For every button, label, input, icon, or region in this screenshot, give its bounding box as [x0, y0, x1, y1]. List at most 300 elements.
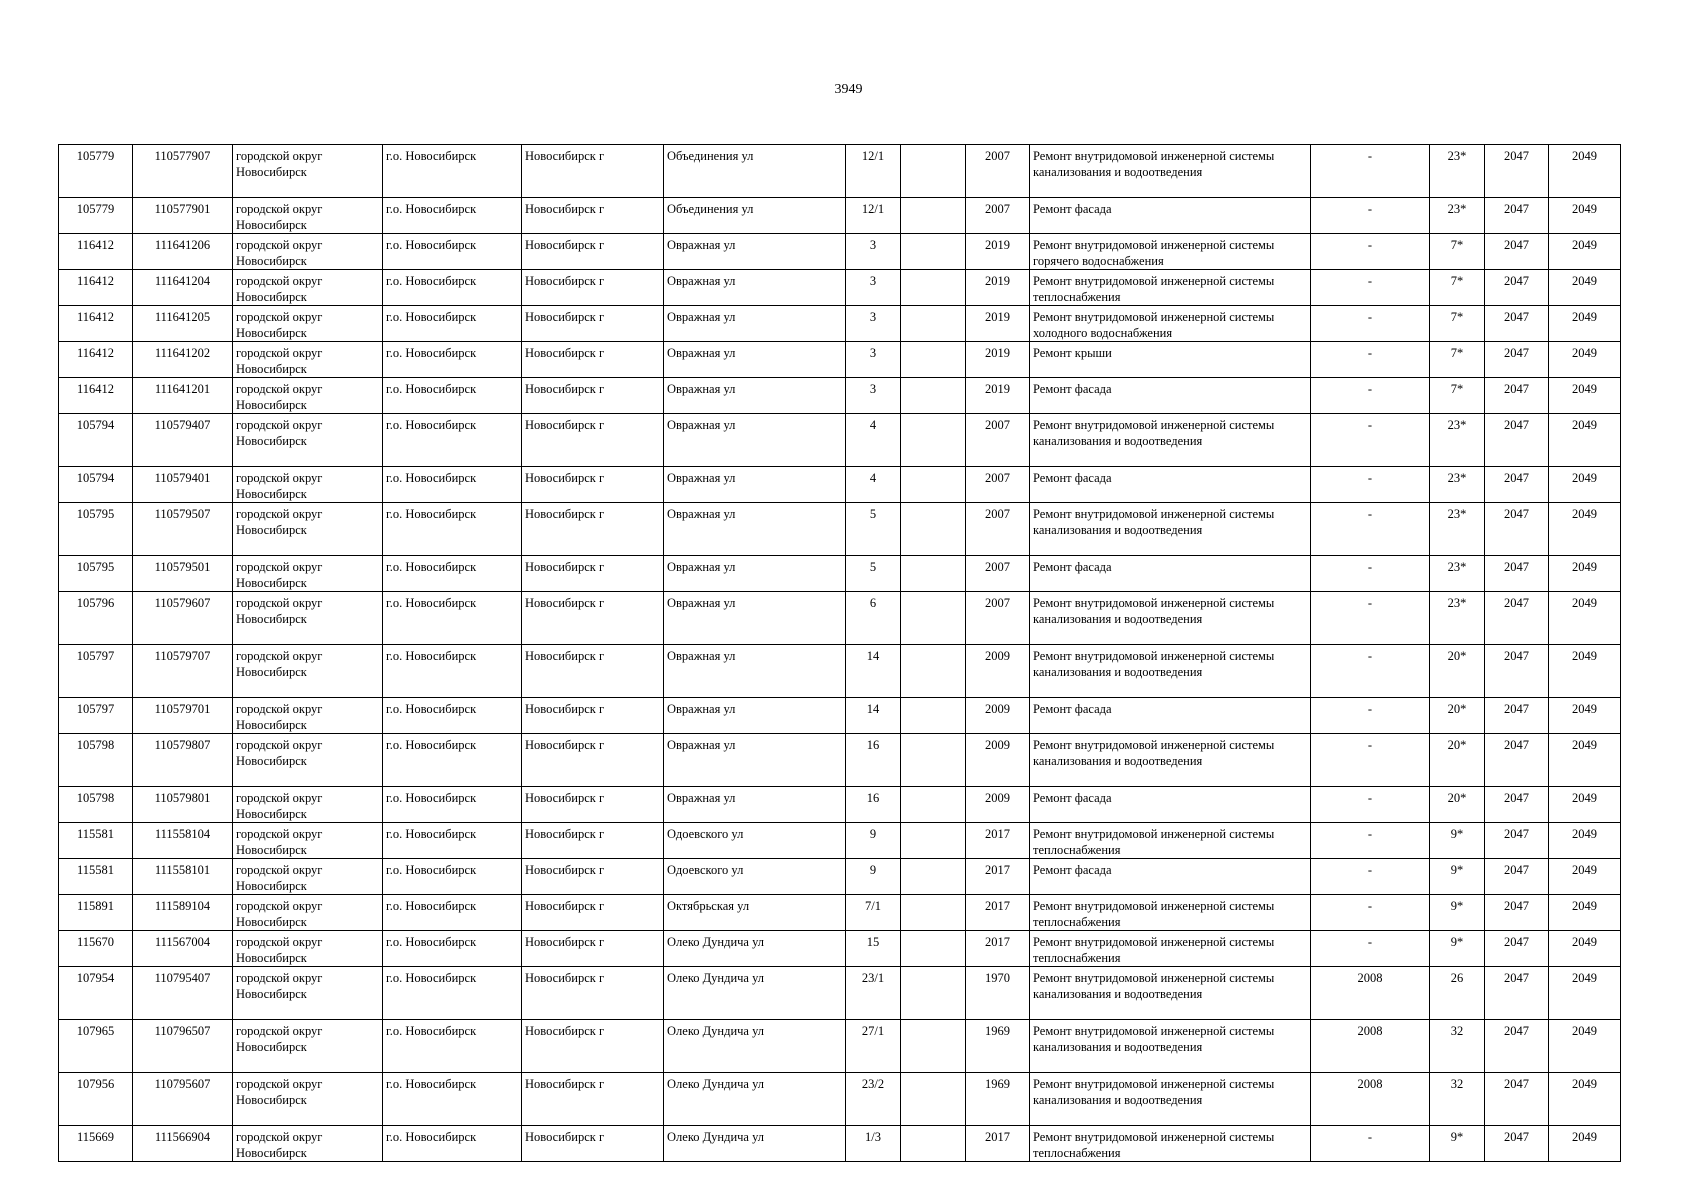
cell-plan-end: 2049	[1549, 1073, 1621, 1126]
cell-house-id: 105796	[59, 592, 133, 645]
cell-work-type: Ремонт внутридомовой инженерной системы теплоснабжения	[1030, 270, 1311, 306]
cell-city: Новосибирск г	[522, 198, 664, 234]
cell-service-period: 20*	[1430, 645, 1485, 698]
cell-plan-start: 2047	[1485, 467, 1549, 503]
cell-plan-end: 2049	[1549, 734, 1621, 787]
cell-house-id: 105794	[59, 467, 133, 503]
cell-last-repair-year: -	[1311, 823, 1430, 859]
cell-house-id: 105795	[59, 503, 133, 556]
cell-plan-end: 2049	[1549, 378, 1621, 414]
cell-street: Одоевского ул	[664, 823, 846, 859]
cell-street: Овражная ул	[664, 734, 846, 787]
cell-street: Овражная ул	[664, 234, 846, 270]
cell-last-repair-year: 2008	[1311, 1020, 1430, 1073]
cell-street: Овражная ул	[664, 378, 846, 414]
cell-plan-end: 2049	[1549, 895, 1621, 931]
cell-city: Новосибирск г	[522, 645, 664, 698]
cell-last-repair-year: -	[1311, 342, 1430, 378]
cell-city: Новосибирск г	[522, 592, 664, 645]
cell-service-period: 23*	[1430, 503, 1485, 556]
cell-building	[901, 342, 966, 378]
table-row	[59, 378, 1621, 414]
cell-district: городской округ Новосибирск	[233, 931, 383, 967]
cell-house-number: 14	[846, 645, 901, 698]
cell-municipality: г.о. Новосибирск	[383, 342, 522, 378]
cell-work-code: 110577907	[133, 145, 233, 198]
cell-service-period: 23*	[1430, 592, 1485, 645]
cell-work-type: Ремонт фасада	[1030, 859, 1311, 895]
cell-building	[901, 967, 966, 1020]
cell-work-code: 111558101	[133, 859, 233, 895]
cell-city: Новосибирск г	[522, 306, 664, 342]
cell-year-built: 2017	[966, 823, 1030, 859]
cell-plan-end: 2049	[1549, 698, 1621, 734]
table-row	[59, 145, 1621, 198]
cell-city: Новосибирск г	[522, 1126, 664, 1162]
cell-city: Новосибирск г	[522, 378, 664, 414]
table-row	[59, 342, 1621, 378]
cell-street: Овражная ул	[664, 556, 846, 592]
cell-service-period: 32	[1430, 1020, 1485, 1073]
cell-year-built: 2019	[966, 270, 1030, 306]
cell-street: Овражная ул	[664, 270, 846, 306]
cell-building	[901, 823, 966, 859]
cell-last-repair-year: -	[1311, 1126, 1430, 1162]
cell-service-period: 23*	[1430, 198, 1485, 234]
cell-year-built: 2007	[966, 198, 1030, 234]
cell-city: Новосибирск г	[522, 823, 664, 859]
cell-municipality: г.о. Новосибирск	[383, 556, 522, 592]
cell-service-period: 9*	[1430, 859, 1485, 895]
cell-building	[901, 1020, 966, 1073]
cell-plan-start: 2047	[1485, 1073, 1549, 1126]
cell-city: Новосибирск г	[522, 145, 664, 198]
page-number: 3949	[834, 82, 863, 97]
cell-plan-start: 2047	[1485, 592, 1549, 645]
cell-work-code: 111641206	[133, 234, 233, 270]
cell-work-type: Ремонт внутридомовой инженерной системы теплоснабжения	[1030, 1126, 1311, 1162]
cell-city: Новосибирск г	[522, 270, 664, 306]
cell-street: Олеко Дундича ул	[664, 1126, 846, 1162]
cell-building	[901, 592, 966, 645]
cell-house-number: 4	[846, 414, 901, 467]
cell-plan-start: 2047	[1485, 859, 1549, 895]
cell-work-type: Ремонт крыши	[1030, 342, 1311, 378]
cell-plan-end: 2049	[1549, 145, 1621, 198]
cell-plan-start: 2047	[1485, 145, 1549, 198]
cell-house-number: 16	[846, 734, 901, 787]
table-row	[59, 859, 1621, 895]
cell-year-built: 2007	[966, 556, 1030, 592]
cell-plan-end: 2049	[1549, 342, 1621, 378]
cell-house-id: 115581	[59, 859, 133, 895]
cell-district: городской округ Новосибирск	[233, 198, 383, 234]
cell-house-id: 115670	[59, 931, 133, 967]
cell-plan-end: 2049	[1549, 1126, 1621, 1162]
table-row	[59, 967, 1621, 1020]
cell-plan-end: 2049	[1549, 198, 1621, 234]
cell-plan-end: 2049	[1549, 234, 1621, 270]
cell-plan-start: 2047	[1485, 645, 1549, 698]
cell-work-code: 111641204	[133, 270, 233, 306]
cell-district: городской округ Новосибирск	[233, 967, 383, 1020]
cell-city: Новосибирск г	[522, 967, 664, 1020]
cell-house-id: 116412	[59, 306, 133, 342]
table-row	[59, 270, 1621, 306]
cell-service-period: 23*	[1430, 145, 1485, 198]
cell-work-code: 110579501	[133, 556, 233, 592]
cell-plan-start: 2047	[1485, 931, 1549, 967]
cell-house-id: 105779	[59, 145, 133, 198]
cell-last-repair-year: -	[1311, 234, 1430, 270]
cell-last-repair-year: -	[1311, 145, 1430, 198]
cell-building	[901, 198, 966, 234]
cell-street: Овражная ул	[664, 342, 846, 378]
cell-building	[901, 556, 966, 592]
cell-house-number: 3	[846, 270, 901, 306]
cell-house-number: 23/2	[846, 1073, 901, 1126]
cell-municipality: г.о. Новосибирск	[383, 592, 522, 645]
cell-year-built: 1970	[966, 967, 1030, 1020]
cell-work-type: Ремонт фасада	[1030, 556, 1311, 592]
cell-last-repair-year: -	[1311, 895, 1430, 931]
cell-plan-end: 2049	[1549, 645, 1621, 698]
cell-plan-start: 2047	[1485, 378, 1549, 414]
cell-street: Олеко Дундича ул	[664, 931, 846, 967]
cell-municipality: г.о. Новосибирск	[383, 895, 522, 931]
cell-city: Новосибирск г	[522, 698, 664, 734]
cell-street: Октябрьская ул	[664, 895, 846, 931]
cell-plan-end: 2049	[1549, 503, 1621, 556]
cell-house-number: 4	[846, 467, 901, 503]
cell-city: Новосибирск г	[522, 931, 664, 967]
cell-house-number: 9	[846, 823, 901, 859]
cell-work-type: Ремонт внутридомовой инженерной системы канализования и водоотведения	[1030, 503, 1311, 556]
cell-municipality: г.о. Новосибирск	[383, 145, 522, 198]
table-row	[59, 198, 1621, 234]
cell-municipality: г.о. Новосибирск	[383, 698, 522, 734]
cell-work-type: Ремонт внутридомовой инженерной системы теплоснабжения	[1030, 823, 1311, 859]
cell-last-repair-year: -	[1311, 734, 1430, 787]
cell-service-period: 20*	[1430, 787, 1485, 823]
cell-last-repair-year: -	[1311, 306, 1430, 342]
cell-district: городской округ Новосибирск	[233, 823, 383, 859]
cell-plan-end: 2049	[1549, 270, 1621, 306]
cell-house-number: 6	[846, 592, 901, 645]
cell-building	[901, 734, 966, 787]
cell-work-type: Ремонт фасада	[1030, 378, 1311, 414]
cell-district: городской округ Новосибирск	[233, 234, 383, 270]
cell-plan-start: 2047	[1485, 1020, 1549, 1073]
cell-year-built: 2019	[966, 234, 1030, 270]
cell-building	[901, 787, 966, 823]
cell-house-number: 12/1	[846, 145, 901, 198]
cell-plan-end: 2049	[1549, 1020, 1621, 1073]
cell-work-type: Ремонт фасада	[1030, 467, 1311, 503]
cell-house-id: 115891	[59, 895, 133, 931]
cell-building	[901, 645, 966, 698]
cell-service-period: 7*	[1430, 378, 1485, 414]
cell-work-code: 110795407	[133, 967, 233, 1020]
cell-district: городской округ Новосибирск	[233, 698, 383, 734]
cell-house-number: 15	[846, 931, 901, 967]
cell-street: Олеко Дундича ул	[664, 967, 846, 1020]
cell-work-type: Ремонт внутридомовой инженерной системы канализования и водоотведения	[1030, 1020, 1311, 1073]
cell-house-id: 105797	[59, 698, 133, 734]
cell-municipality: г.о. Новосибирск	[383, 270, 522, 306]
cell-last-repair-year: -	[1311, 198, 1430, 234]
cell-work-type: Ремонт фасада	[1030, 198, 1311, 234]
cell-city: Новосибирск г	[522, 1020, 664, 1073]
cell-municipality: г.о. Новосибирск	[383, 198, 522, 234]
cell-work-type: Ремонт фасада	[1030, 698, 1311, 734]
cell-municipality: г.о. Новосибирск	[383, 378, 522, 414]
cell-year-built: 2007	[966, 467, 1030, 503]
table-row	[59, 503, 1621, 556]
cell-district: городской округ Новосибирск	[233, 787, 383, 823]
cell-service-period: 9*	[1430, 823, 1485, 859]
cell-year-built: 2009	[966, 734, 1030, 787]
cell-municipality: г.о. Новосибирск	[383, 931, 522, 967]
cell-city: Новосибирск г	[522, 467, 664, 503]
cell-work-code: 110796507	[133, 1020, 233, 1073]
cell-year-built: 2007	[966, 414, 1030, 467]
cell-house-number: 3	[846, 378, 901, 414]
cell-municipality: г.о. Новосибирск	[383, 787, 522, 823]
cell-year-built: 1969	[966, 1073, 1030, 1126]
cell-last-repair-year: -	[1311, 414, 1430, 467]
cell-plan-start: 2047	[1485, 556, 1549, 592]
cell-service-period: 20*	[1430, 734, 1485, 787]
cell-house-id: 107965	[59, 1020, 133, 1073]
table-row	[59, 556, 1621, 592]
cell-plan-end: 2049	[1549, 592, 1621, 645]
cell-work-code: 111567004	[133, 931, 233, 967]
cell-service-period: 7*	[1430, 234, 1485, 270]
cell-work-code: 110579401	[133, 467, 233, 503]
cell-service-period: 7*	[1430, 270, 1485, 306]
cell-last-repair-year: -	[1311, 378, 1430, 414]
cell-year-built: 2019	[966, 378, 1030, 414]
cell-work-type: Ремонт внутридомовой инженерной системы канализования и водоотведения	[1030, 734, 1311, 787]
cell-last-repair-year: -	[1311, 698, 1430, 734]
cell-house-number: 27/1	[846, 1020, 901, 1073]
cell-house-number: 3	[846, 234, 901, 270]
cell-house-number: 5	[846, 503, 901, 556]
cell-district: городской округ Новосибирск	[233, 467, 383, 503]
cell-city: Новосибирск г	[522, 1073, 664, 1126]
cell-service-period: 7*	[1430, 306, 1485, 342]
cell-work-code: 111641205	[133, 306, 233, 342]
table-row	[59, 823, 1621, 859]
cell-municipality: г.о. Новосибирск	[383, 234, 522, 270]
cell-city: Новосибирск г	[522, 503, 664, 556]
cell-city: Новосибирск г	[522, 556, 664, 592]
cell-building	[901, 414, 966, 467]
cell-work-code: 110795607	[133, 1073, 233, 1126]
cell-district: городской округ Новосибирск	[233, 503, 383, 556]
table-row	[59, 1126, 1621, 1162]
cell-year-built: 2017	[966, 895, 1030, 931]
cell-district: городской округ Новосибирск	[233, 1020, 383, 1073]
cell-work-type: Ремонт внутридомовой инженерной системы теплоснабжения	[1030, 895, 1311, 931]
cell-city: Новосибирск г	[522, 734, 664, 787]
cell-plan-start: 2047	[1485, 734, 1549, 787]
cell-street: Овражная ул	[664, 698, 846, 734]
cell-work-code: 111641201	[133, 378, 233, 414]
cell-house-id: 105794	[59, 414, 133, 467]
cell-municipality: г.о. Новосибирск	[383, 1073, 522, 1126]
cell-service-period: 23*	[1430, 467, 1485, 503]
cell-last-repair-year: -	[1311, 592, 1430, 645]
cell-last-repair-year: -	[1311, 645, 1430, 698]
cell-house-id: 116412	[59, 234, 133, 270]
cell-work-type: Ремонт внутридомовой инженерной системы холодного водоснабжения	[1030, 306, 1311, 342]
cell-street: Овражная ул	[664, 414, 846, 467]
cell-work-code: 110579607	[133, 592, 233, 645]
cell-house-number: 9	[846, 859, 901, 895]
cell-last-repair-year: -	[1311, 859, 1430, 895]
cell-municipality: г.о. Новосибирск	[383, 645, 522, 698]
cell-plan-start: 2047	[1485, 503, 1549, 556]
table-row	[59, 592, 1621, 645]
cell-district: городской округ Новосибирск	[233, 895, 383, 931]
table-row	[59, 1073, 1621, 1126]
cell-street: Объединения ул	[664, 198, 846, 234]
cell-plan-start: 2047	[1485, 895, 1549, 931]
cell-street: Объединения ул	[664, 145, 846, 198]
cell-service-period: 20*	[1430, 698, 1485, 734]
cell-municipality: г.о. Новосибирск	[383, 503, 522, 556]
cell-work-code: 110579801	[133, 787, 233, 823]
table-row	[59, 734, 1621, 787]
cell-plan-end: 2049	[1549, 787, 1621, 823]
cell-service-period: 26	[1430, 967, 1485, 1020]
cell-plan-start: 2047	[1485, 1126, 1549, 1162]
cell-district: городской округ Новосибирск	[233, 414, 383, 467]
cell-house-number: 5	[846, 556, 901, 592]
cell-house-id: 115581	[59, 823, 133, 859]
cell-municipality: г.о. Новосибирск	[383, 306, 522, 342]
cell-house-number: 7/1	[846, 895, 901, 931]
cell-house-id: 107956	[59, 1073, 133, 1126]
cell-street: Овражная ул	[664, 306, 846, 342]
cell-service-period: 23*	[1430, 556, 1485, 592]
cell-plan-start: 2047	[1485, 198, 1549, 234]
cell-work-code: 110579807	[133, 734, 233, 787]
cell-building	[901, 145, 966, 198]
cell-house-id: 105798	[59, 787, 133, 823]
cell-building	[901, 503, 966, 556]
cell-service-period: 9*	[1430, 1126, 1485, 1162]
cell-work-type: Ремонт внутридомовой инженерной системы канализования и водоотведения	[1030, 414, 1311, 467]
cell-work-code: 110579407	[133, 414, 233, 467]
cell-plan-start: 2047	[1485, 342, 1549, 378]
cell-plan-end: 2049	[1549, 306, 1621, 342]
cell-work-code: 110579701	[133, 698, 233, 734]
table-row	[59, 645, 1621, 698]
cell-last-repair-year: -	[1311, 270, 1430, 306]
cell-last-repair-year: 2008	[1311, 967, 1430, 1020]
cell-building	[901, 931, 966, 967]
cell-year-built: 2007	[966, 145, 1030, 198]
cell-year-built: 2019	[966, 342, 1030, 378]
cell-house-number: 3	[846, 306, 901, 342]
cell-district: городской округ Новосибирск	[233, 556, 383, 592]
cell-street: Одоевского ул	[664, 859, 846, 895]
cell-plan-start: 2047	[1485, 414, 1549, 467]
table-row	[59, 234, 1621, 270]
cell-building	[901, 467, 966, 503]
cell-city: Новосибирск г	[522, 414, 664, 467]
table-row	[59, 467, 1621, 503]
cell-street: Овражная ул	[664, 467, 846, 503]
cell-plan-start: 2047	[1485, 234, 1549, 270]
cell-district: городской округ Новосибирск	[233, 592, 383, 645]
cell-building	[901, 378, 966, 414]
cell-district: городской округ Новосибирск	[233, 378, 383, 414]
cell-work-code: 111641202	[133, 342, 233, 378]
cell-plan-end: 2049	[1549, 414, 1621, 467]
cell-year-built: 2007	[966, 592, 1030, 645]
cell-year-built: 2009	[966, 787, 1030, 823]
capital-repair-table	[58, 144, 1621, 1162]
cell-district: городской округ Новосибирск	[233, 734, 383, 787]
cell-work-code: 111558104	[133, 823, 233, 859]
cell-work-code: 110577901	[133, 198, 233, 234]
cell-plan-end: 2049	[1549, 859, 1621, 895]
table-row	[59, 931, 1621, 967]
cell-year-built: 2017	[966, 859, 1030, 895]
cell-district: городской округ Новосибирск	[233, 1126, 383, 1162]
cell-municipality: г.о. Новосибирск	[383, 467, 522, 503]
cell-year-built: 2019	[966, 306, 1030, 342]
cell-house-number: 12/1	[846, 198, 901, 234]
cell-service-period: 9*	[1430, 895, 1485, 931]
cell-plan-start: 2047	[1485, 823, 1549, 859]
cell-district: городской округ Новосибирск	[233, 145, 383, 198]
cell-plan-start: 2047	[1485, 787, 1549, 823]
cell-service-period: 32	[1430, 1073, 1485, 1126]
cell-house-id: 116412	[59, 270, 133, 306]
cell-work-code: 110579707	[133, 645, 233, 698]
cell-house-number: 16	[846, 787, 901, 823]
cell-district: городской округ Новосибирск	[233, 270, 383, 306]
table-row	[59, 1020, 1621, 1073]
cell-plan-start: 2047	[1485, 967, 1549, 1020]
cell-house-id: 105798	[59, 734, 133, 787]
cell-district: городской округ Новосибирск	[233, 1073, 383, 1126]
table-row	[59, 698, 1621, 734]
cell-work-code: 111589104	[133, 895, 233, 931]
cell-house-number: 1/3	[846, 1126, 901, 1162]
cell-plan-start: 2047	[1485, 698, 1549, 734]
cell-plan-end: 2049	[1549, 556, 1621, 592]
cell-year-built: 2017	[966, 1126, 1030, 1162]
cell-house-id: 105795	[59, 556, 133, 592]
cell-work-type: Ремонт внутридомовой инженерной системы канализования и водоотведения	[1030, 1073, 1311, 1126]
cell-last-repair-year: -	[1311, 931, 1430, 967]
cell-plan-start: 2047	[1485, 270, 1549, 306]
table-row	[59, 414, 1621, 467]
table-row	[59, 787, 1621, 823]
cell-last-repair-year: 2008	[1311, 1073, 1430, 1126]
cell-municipality: г.о. Новосибирск	[383, 1020, 522, 1073]
cell-street: Овражная ул	[664, 787, 846, 823]
cell-plan-end: 2049	[1549, 467, 1621, 503]
cell-house-id: 107954	[59, 967, 133, 1020]
cell-district: городской округ Новосибирск	[233, 645, 383, 698]
